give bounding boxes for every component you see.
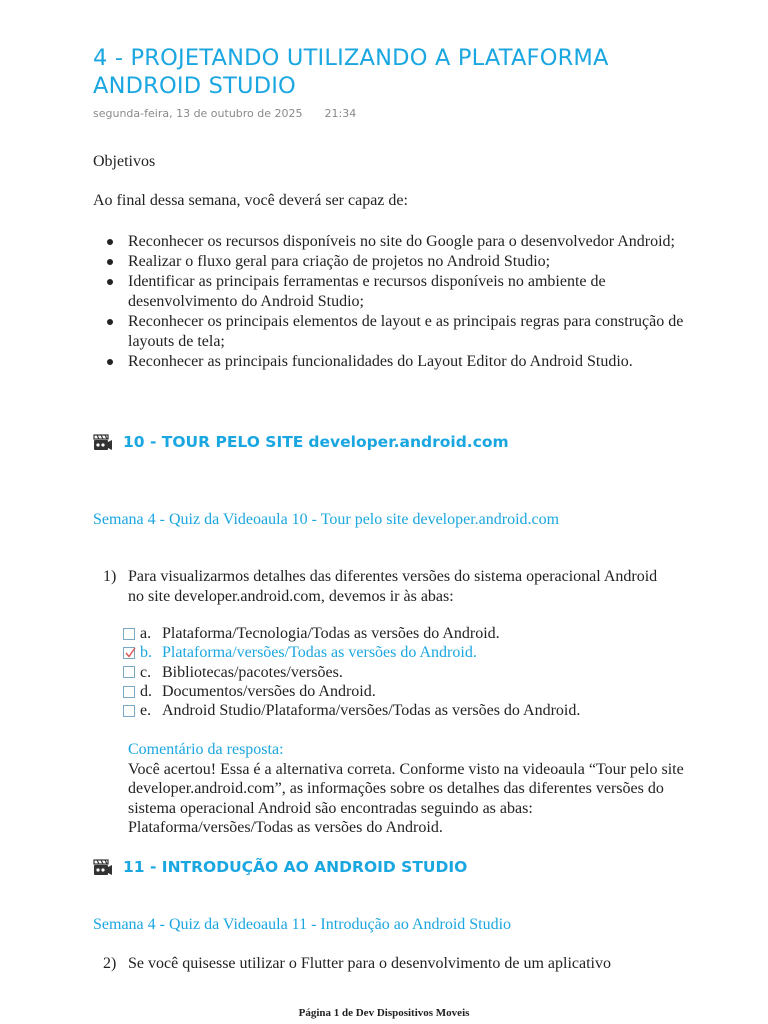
page-time: 21:34 bbox=[324, 107, 357, 120]
section-heading-video-10 bbox=[93, 431, 509, 453]
option-letter: e. bbox=[140, 702, 152, 720]
option-letter: a. bbox=[140, 625, 152, 642]
checkbox[interactable] bbox=[123, 666, 135, 678]
option-text: Android Studio/Plataforma/versões/Todas as versões do Android. bbox=[162, 702, 581, 720]
section-heading-link[interactable]: developer.android.com bbox=[308, 433, 509, 451]
answer-option-a[interactable] bbox=[123, 624, 580, 643]
list-item: Identificar as principais ferramentas e recursos disponíveis no ambiente de desenvolvimento do Android Studio; bbox=[128, 272, 708, 312]
list-item: Reconhecer as principais funcionalidades do Layout Editor do Android Studio. bbox=[128, 352, 708, 372]
comment-label: Comentário da resposta: bbox=[128, 741, 284, 758]
objectives-heading: Objetivos bbox=[93, 153, 156, 170]
option-text: Plataforma/Tecnologia/Todas as versões do Android. bbox=[162, 625, 500, 642]
list-item: Realizar o fluxo geral para criação de projetos no Android Studio; bbox=[128, 252, 708, 272]
comment-text: Você acertou! Essa é a alternativa correta. Conforme visto na videoaula “Tour pelo site developer.android.com”, as informações sobre os detalhes das diferentes versões do sistema operacional Android são encontradas seguindo as abas: Plataforma/versões/Todas as versões do Android. bbox=[128, 760, 684, 836]
option-letter: c. bbox=[140, 663, 152, 681]
quiz-link-11[interactable]: Semana 4 - Quiz da Videoaula 11 - Introdução ao Android Studio bbox=[93, 916, 512, 933]
answer-comment bbox=[128, 740, 688, 838]
option-letter: d. bbox=[140, 682, 152, 700]
quiz-link-10[interactable]: Semana 4 - Quiz da Videoaula 10 - Tour pelo site developer.android.com bbox=[93, 511, 560, 528]
film-clapper-icon bbox=[93, 857, 113, 877]
page-meta bbox=[93, 107, 356, 120]
question-number: 2) bbox=[103, 955, 117, 972]
question-text: Se você quisesse utilizar o Flutter para o desenvolvimento de um aplicativo bbox=[128, 955, 611, 972]
list-item: Reconhecer os recursos disponíveis no site do Google para o desenvolvedor Android; bbox=[128, 232, 708, 252]
option-text: Bibliotecas/pacotes/versões. bbox=[162, 663, 343, 681]
answer-option-d[interactable] bbox=[123, 682, 580, 701]
section-heading-video-11 bbox=[93, 856, 467, 878]
question-number: 1) bbox=[103, 568, 117, 585]
answer-options bbox=[123, 624, 580, 720]
question-1 bbox=[93, 567, 663, 607]
answer-option-e[interactable] bbox=[123, 701, 580, 720]
checkbox[interactable] bbox=[123, 705, 135, 717]
page-footer: Página 1 de Dev Dispositivos Moveis bbox=[298, 1007, 470, 1019]
film-clapper-icon bbox=[93, 432, 113, 452]
option-letter: b. bbox=[140, 644, 152, 662]
section-heading-text: 10 - TOUR PELO SITE bbox=[123, 433, 304, 451]
question-2 bbox=[93, 954, 663, 974]
checkbox-checked[interactable] bbox=[123, 647, 135, 659]
page-date: segunda-feira, 13 de outubro de 2025 bbox=[93, 107, 303, 120]
checkbox[interactable] bbox=[123, 628, 135, 640]
section-heading-text: 11 - INTRODUÇÃO AO ANDROID STUDIO bbox=[123, 858, 468, 876]
option-text: Documentos/versões do Android. bbox=[162, 682, 376, 700]
page-title: 4 - PROJETANDO UTILIZANDO A PLATAFORMA ANDROID STUDIO bbox=[93, 45, 609, 99]
list-item: Reconhecer os principais elementos de layout e as principais regras para construção de layouts de tela; bbox=[128, 312, 708, 352]
objectives-intro: Ao final dessa semana, você deverá ser capaz de: bbox=[93, 192, 408, 209]
answer-option-b[interactable] bbox=[123, 643, 580, 662]
question-text: Para visualizarmos detalhes das diferentes versões do sistema operacional Android no site developer.android.com, devemos ir às abas: bbox=[128, 568, 658, 605]
answer-option-c[interactable] bbox=[123, 663, 580, 682]
checkmark-icon bbox=[124, 647, 136, 659]
option-text: Plataforma/versões/Todas as versões do Android. bbox=[162, 644, 477, 662]
checkbox[interactable] bbox=[123, 686, 135, 698]
objectives-list bbox=[93, 232, 708, 372]
